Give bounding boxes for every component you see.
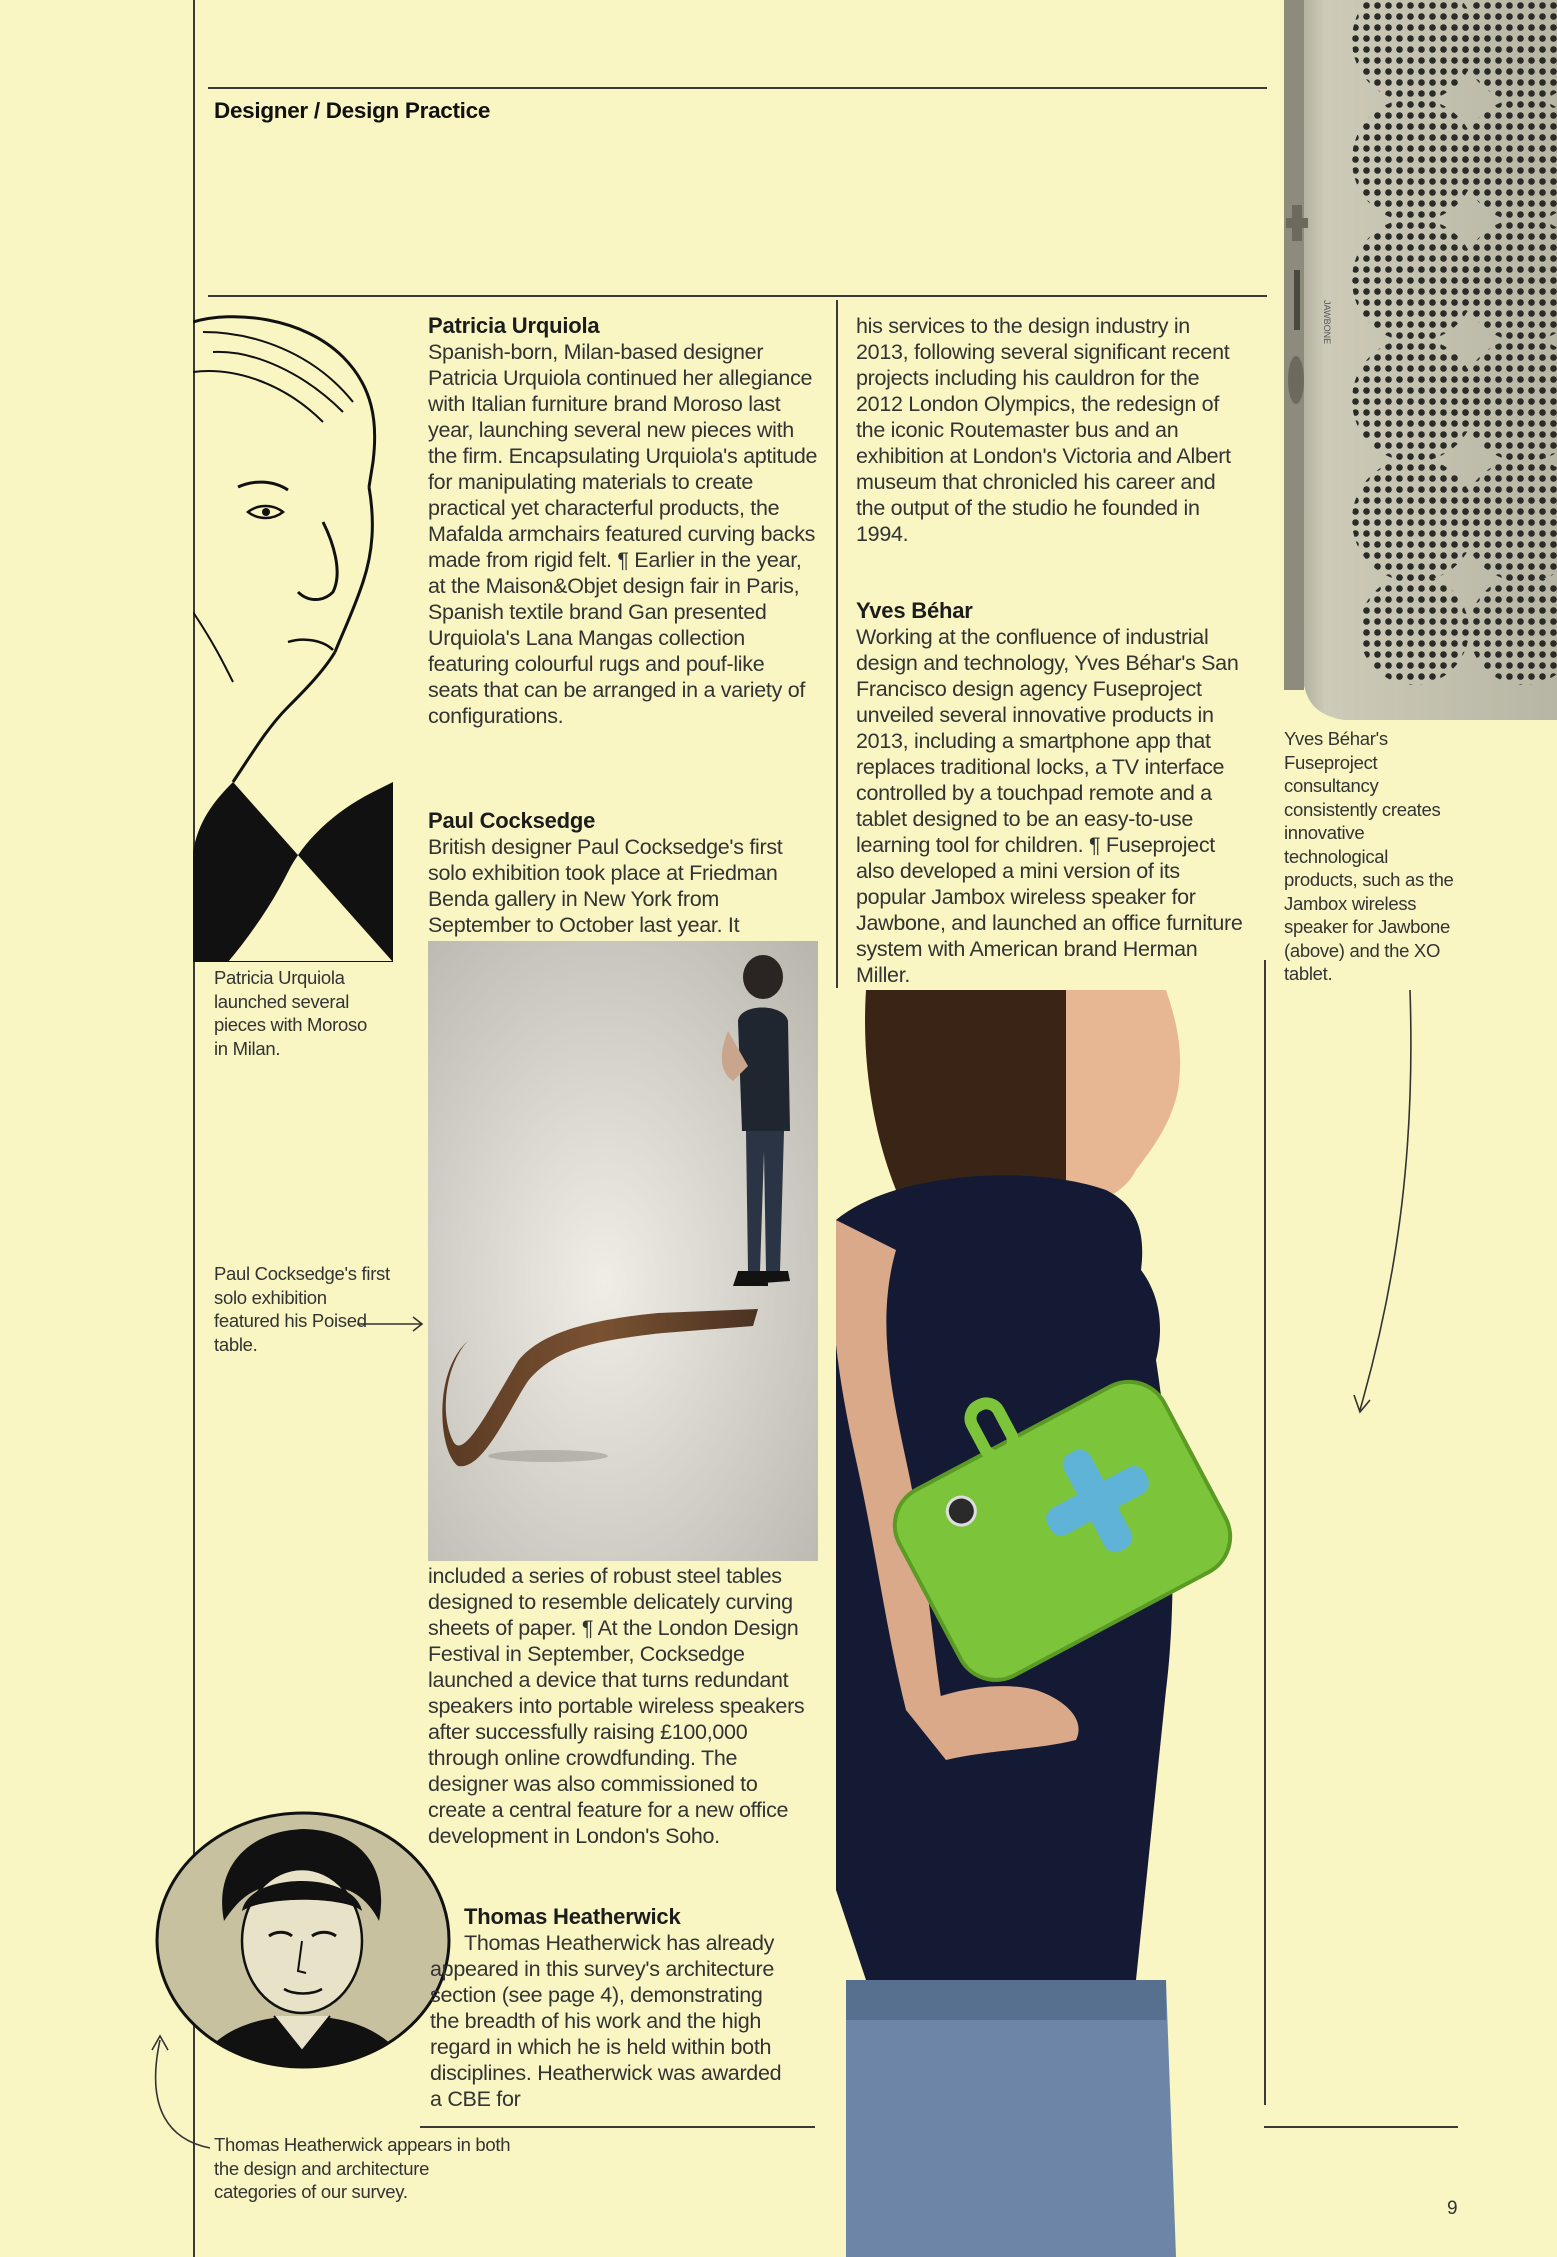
header-rule-top [208, 87, 1267, 89]
footer-rule-left [420, 2126, 815, 2128]
column-rule-mid [836, 300, 838, 988]
behar-caption-arrow [1350, 990, 1420, 1420]
behar-caption: Yves Béhar's Fuseproject consultancy consistently creates innovative technological products, such as the Jambox wireless speaker for Jawbone (above) and the XO tablet. [1284, 728, 1454, 984]
jambox-brand-label: JAWBONE [1322, 300, 1332, 345]
jambox-speaker-photo [1284, 0, 1557, 720]
urquiola-body: Spanish-born, Milan-based designer Patricia Urquiola continued her allegiance with Italian furniture brand Moroso last year, launching several new pieces with the firm. Encapsulating Urquiola's aptitude for manipulating materials to create practical yet characterful products, the Mafalda armchairs featured curving backs made from rigid felt. ¶ Earlier in the year, at the Maison&Objet design fair in Paris, Spanish textile brand Gan presented Urquiola's Lana Mangas collection featuring colourful rugs and pouf-like seats that can be arranged in a variety of configurations. [428, 340, 818, 728]
heatherwick-heading: Thomas Heatherwick [464, 1904, 681, 1929]
cocksedge-body-part1: British designer Paul Cocksedge's first solo exhibition took place at Friedman Benda gallery in New York from September to October last year. It [428, 835, 783, 937]
heatherwick-body-part2: his services to the design industry in 2013, following several significant recent projects including his cauldron for the 2012 London Olympics, the redesign of the iconic Routemaster bus and an exhibition at London's Victoria and Albert museum that chronicled his career and the output of the studio he founded in 1994. [856, 314, 1231, 546]
heatherwick-caption-arrow [140, 2030, 220, 2160]
urquiola-heading: Patricia Urquiola [428, 313, 600, 338]
heatherwick-body-part1: Thomas Heatherwick has already appeared in this survey's architecture section (see page 4), demonstrating the breadth of his work and the high regard in which he is held within both disciplines. Heatherwick was awarded a CBE for [430, 1931, 782, 2111]
section-heading: Designer / Design Practice [214, 98, 491, 123]
urquiola-caption: Patricia Urquiola launched several pieces with Moroso in Milan. [214, 967, 367, 1059]
cocksedge-body-part2: included a series of robust steel tables designed to resemble delicately curving sheets of paper. ¶ At the London Design Festival in September, Cocksedge launched a device that turns redundant speakers into portable wireless speakers after successfully raising £100,000 through online crowdfunding. The designer was also commissioned to create a central feature for a new office development in London's Soho. [428, 1564, 805, 1848]
xo-tablet-child-photo [836, 990, 1264, 2257]
page-number: 9 [1447, 2198, 1458, 2219]
footer-rule-right [1240, 2126, 1458, 2128]
column-rule-right [1264, 960, 1266, 2105]
behar-body: Working at the confluence of industrial design and technology, Yves Béhar's San Francisco design agency Fuseproject unveiled several innovative products in 2013, including a smartphone app that replaces traditional locks, a TV interface controlled by a touchpad remote and a tablet designed to be an easy-to-use learning tool for children. ¶ Fuseproject also developed a mini version of its popular Jambox wireless speaker for Jawbone, and launched an office furniture system with American brand Herman Miller. [856, 625, 1243, 987]
cocksedge-poised-table-photo [428, 941, 818, 1561]
heatherwick-caption: Thomas Heatherwick appears in both the design and architecture categories of our survey. [214, 2134, 511, 2202]
urquiola-portrait-illustration [193, 312, 393, 962]
cocksedge-caption-arrow [355, 1313, 425, 1335]
header-rule-bottom [208, 295, 1267, 297]
cocksedge-caption: Paul Cocksedge's first solo exhibition featured his Poised table. [214, 1263, 390, 1355]
cocksedge-heading: Paul Cocksedge [428, 808, 596, 833]
behar-heading: Yves Béhar [856, 598, 973, 623]
